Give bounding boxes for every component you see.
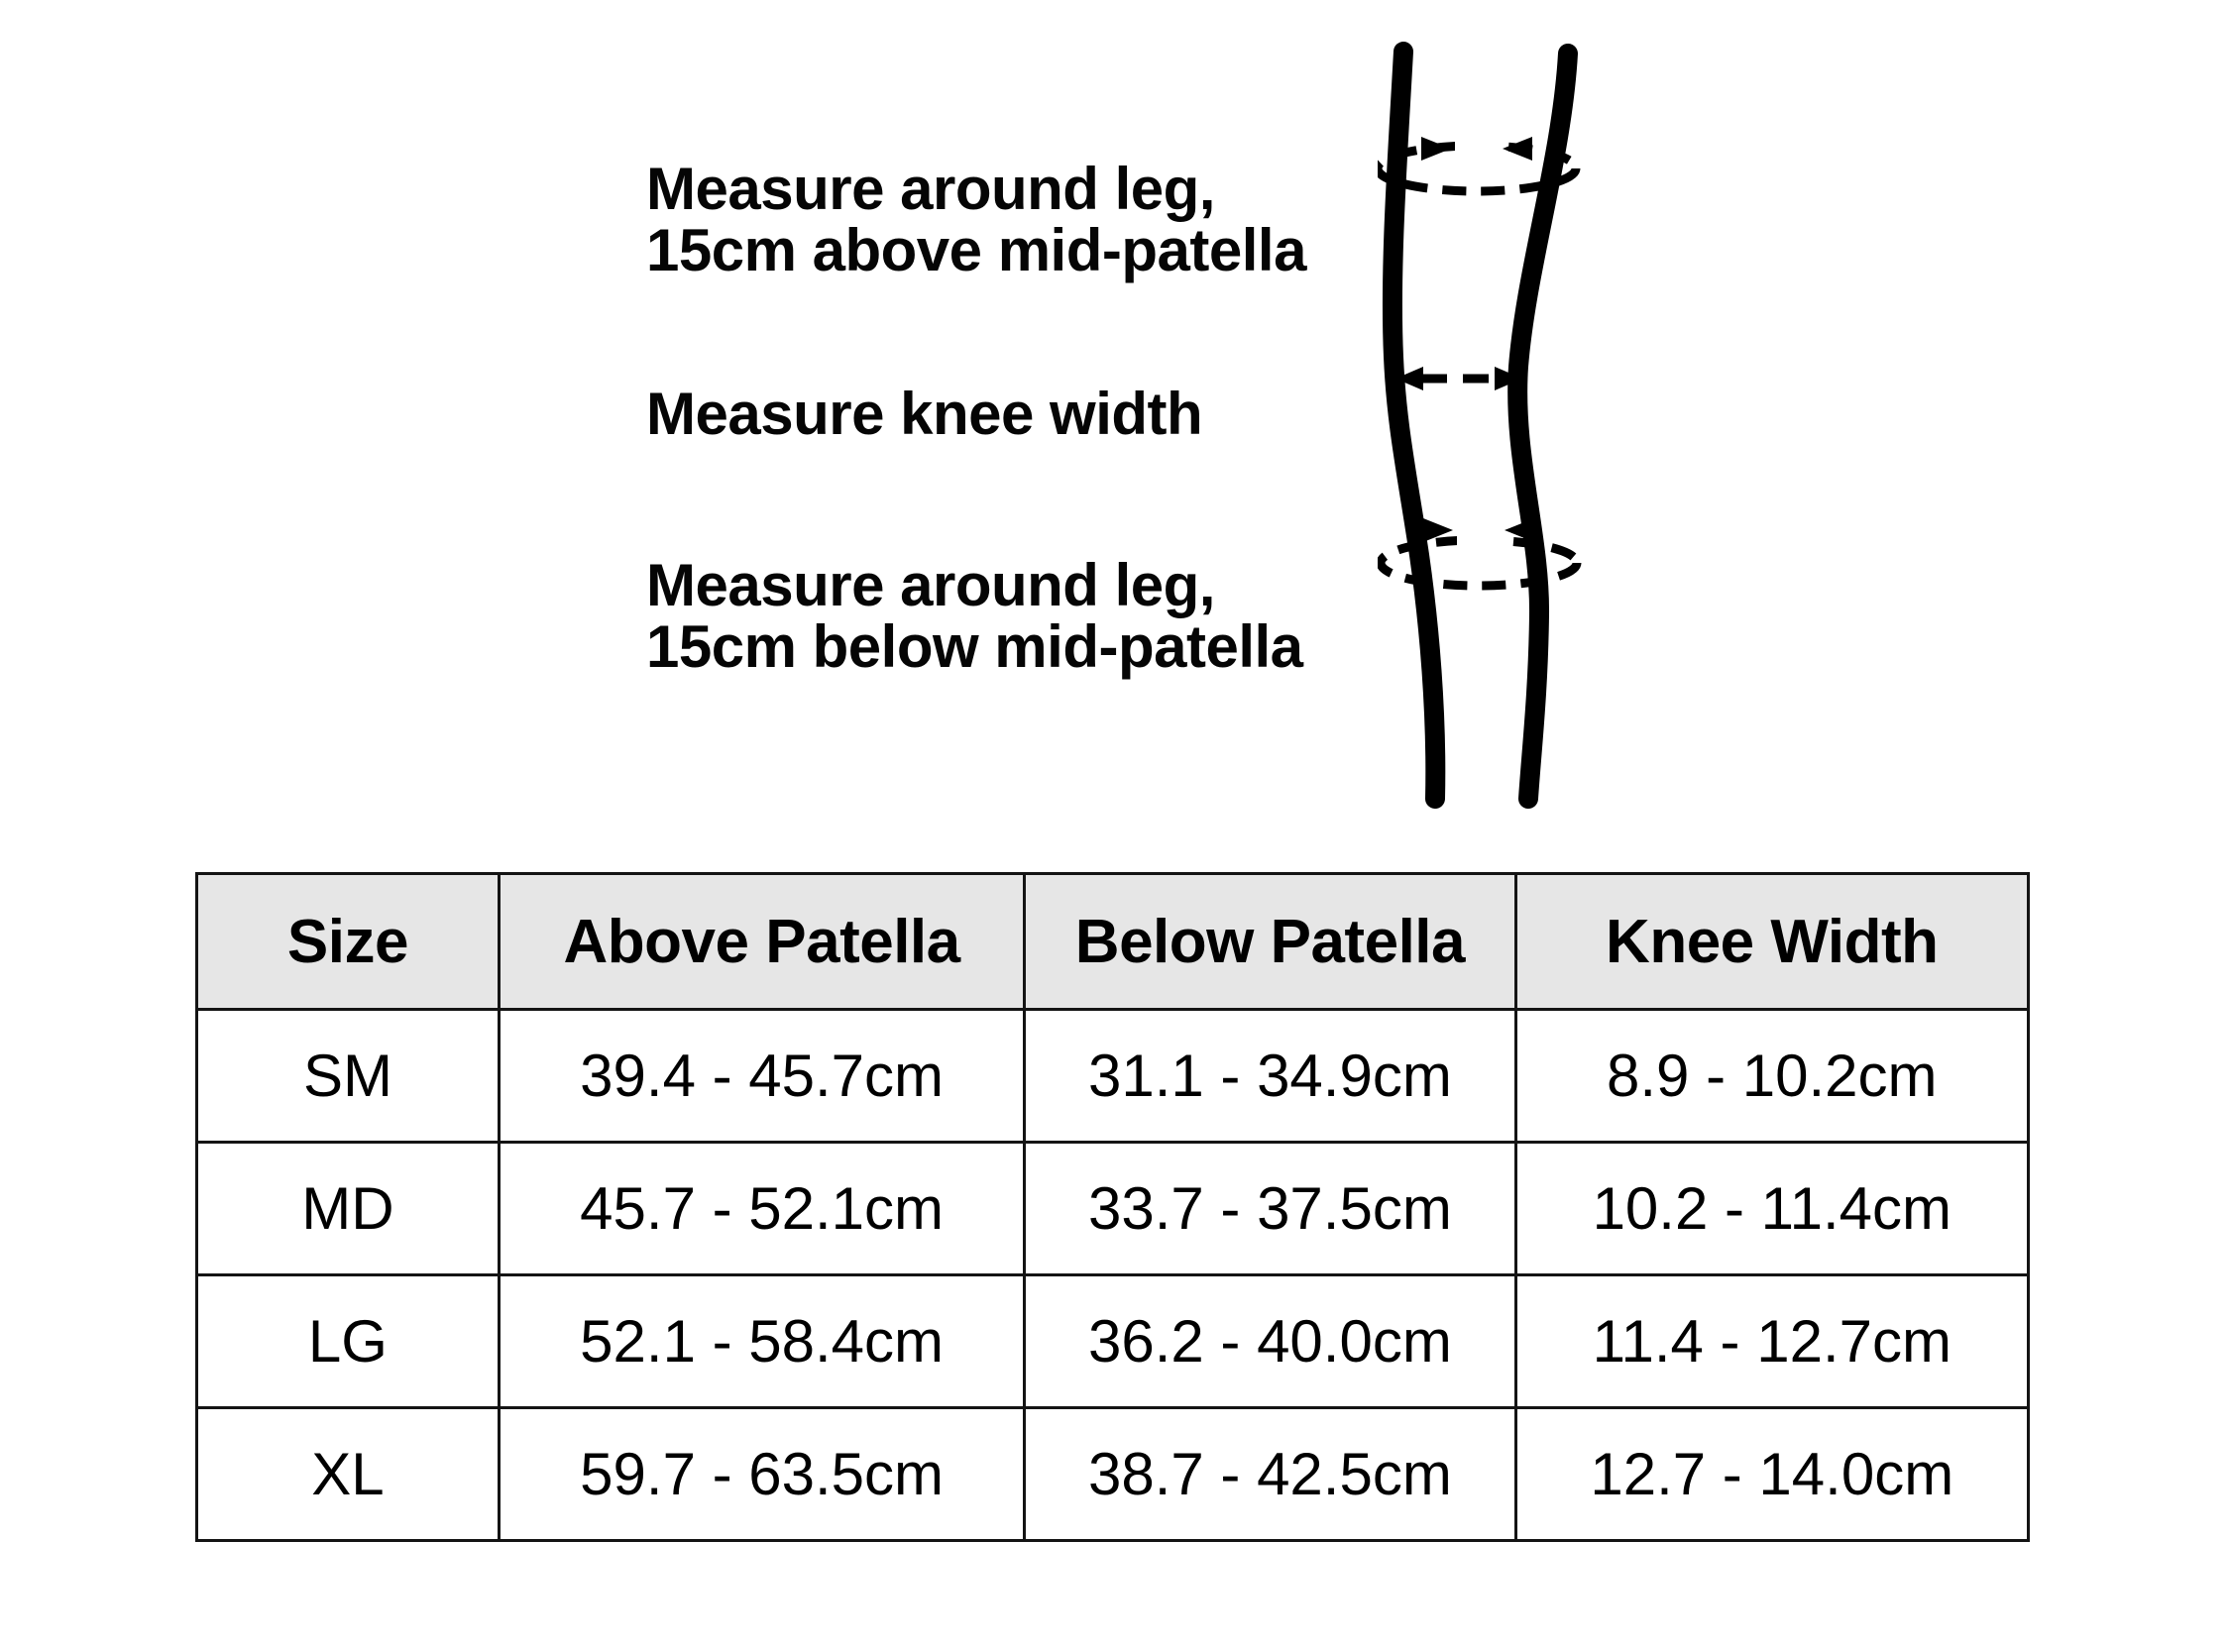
- instruction-knee-width: [646, 381, 1203, 447]
- table-row: [197, 1010, 2029, 1143]
- size-chart-table: [195, 872, 2030, 1542]
- instruction-line: 15cm above mid-patella: [646, 217, 1306, 283]
- cell-above-patella: 45.7 - 52.1cm: [499, 1143, 1024, 1275]
- cell-knee-width: 10.2 - 11.4cm: [1515, 1143, 2028, 1275]
- column-header-above-patella: Above Patella: [499, 874, 1024, 1010]
- cell-size: LG: [197, 1275, 500, 1408]
- column-header-size: Size: [197, 874, 500, 1010]
- table-row: [197, 1408, 2029, 1541]
- cell-below-patella: 33.7 - 37.5cm: [1025, 1143, 1515, 1275]
- column-header-below-patella: Below Patella: [1025, 874, 1515, 1010]
- cell-size: MD: [197, 1143, 500, 1275]
- knee-width-marker-icon: [1395, 367, 1522, 390]
- cell-above-patella: 52.1 - 58.4cm: [499, 1275, 1024, 1408]
- cell-below-patella: 31.1 - 34.9cm: [1025, 1010, 1515, 1143]
- cell-below-patella: 38.7 - 42.5cm: [1025, 1408, 1515, 1541]
- column-header-knee-width: Knee Width: [1515, 874, 2028, 1010]
- instruction-line: Measure around leg,: [646, 552, 1215, 618]
- cell-below-patella: 36.2 - 40.0cm: [1025, 1275, 1515, 1408]
- table-row: [197, 1143, 2029, 1275]
- instruction-above-patella: [646, 156, 1306, 283]
- cell-above-patella: 39.4 - 45.7cm: [499, 1010, 1024, 1143]
- cell-knee-width: 11.4 - 12.7cm: [1515, 1275, 2028, 1408]
- instruction-line: 15cm below mid-patella: [646, 613, 1303, 680]
- table-row: [197, 1275, 2029, 1408]
- cell-knee-width: 8.9 - 10.2cm: [1515, 1010, 2028, 1143]
- cell-knee-width: 12.7 - 14.0cm: [1515, 1408, 2028, 1541]
- cell-above-patella: 59.7 - 63.5cm: [499, 1408, 1024, 1541]
- knee-diagram: [1378, 40, 1655, 823]
- instruction-line: Measure knee width: [646, 381, 1203, 447]
- cell-size: SM: [197, 1010, 500, 1143]
- table-header-row: [197, 874, 2029, 1010]
- leg-outline-left-icon: [1393, 52, 1435, 799]
- instruction-line: Measure around leg,: [646, 156, 1215, 222]
- cell-size: XL: [197, 1408, 500, 1541]
- leg-outline-right-icon: [1517, 54, 1568, 799]
- instruction-below-patella: [646, 552, 1303, 680]
